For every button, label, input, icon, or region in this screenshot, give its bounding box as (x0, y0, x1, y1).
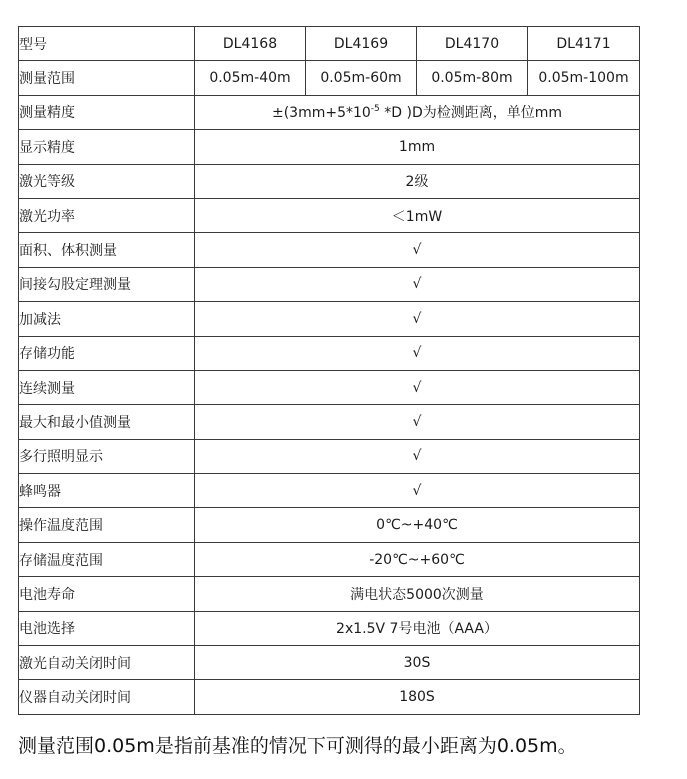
row-value: -20℃~+60℃ (195, 542, 640, 576)
row-value: √ (195, 302, 640, 336)
row-label: 面积、体积测量 (19, 233, 195, 267)
row-label: 最大和最小值测量 (19, 405, 195, 439)
spec-row (19, 164, 640, 198)
row-value: 2级 (195, 164, 640, 198)
row-label: 电池选择 (19, 611, 195, 645)
model-cell: DL4170 (417, 27, 528, 61)
row-label: 存储温度范围 (19, 542, 195, 576)
row-value: 30S (195, 646, 640, 680)
header-label: 型号 (19, 27, 195, 61)
row-label: 激光自动关闭时间 (19, 646, 195, 680)
row-value: √ (195, 336, 640, 370)
row-label: 测量范围 (19, 61, 195, 95)
spec-row (19, 542, 640, 576)
row-value: √ (195, 474, 640, 508)
row-value: 180S (195, 680, 640, 714)
range-cell: 0.05m-80m (417, 61, 528, 95)
spec-row (19, 130, 640, 164)
spec-row (19, 439, 640, 473)
footnote: 测量范围0.05m是指前基准的情况下可测得的最小距离为0.05m。 (18, 735, 577, 757)
row-label: 激光功率 (19, 198, 195, 232)
row-value: √ (195, 405, 640, 439)
range-cell: 0.05m-40m (195, 61, 306, 95)
header-row (19, 27, 640, 61)
spec-row (19, 680, 640, 714)
spec-row (19, 646, 640, 680)
range-cell: 0.05m-60m (306, 61, 417, 95)
spec-row (19, 267, 640, 301)
accuracy-value (195, 95, 640, 129)
row-value: 1mm (195, 130, 640, 164)
row-value: 2x1.5V 7号电池（AAA） (195, 611, 640, 645)
row-label: 多行照明显示 (19, 439, 195, 473)
spec-row (19, 577, 640, 611)
row-label: 存储功能 (19, 336, 195, 370)
accuracy-row (19, 95, 640, 129)
model-cell: DL4168 (195, 27, 306, 61)
row-value: ＜1mW (195, 198, 640, 232)
accuracy-exponent: -5 (370, 103, 380, 114)
row-label: 激光等级 (19, 164, 195, 198)
spec-row (19, 336, 640, 370)
row-value: √ (195, 370, 640, 404)
accuracy-prefix: ±(3mm+5*10 (271, 105, 371, 122)
accuracy-suffix: *D )D为检测距离，单位mm (379, 105, 562, 122)
spec-row (19, 370, 640, 404)
spec-row (19, 405, 640, 439)
row-value: √ (195, 439, 640, 473)
row-label: 连续测量 (19, 370, 195, 404)
model-cell: DL4169 (306, 27, 417, 61)
row-value: √ (195, 267, 640, 301)
row-label: 间接勾股定理测量 (19, 267, 195, 301)
range-row (19, 61, 640, 95)
row-label: 仪器自动关闭时间 (19, 680, 195, 714)
row-value: 满电状态5000次测量 (195, 577, 640, 611)
spec-row (19, 198, 640, 232)
row-label: 测量精度 (19, 95, 195, 129)
spec-table (18, 26, 640, 715)
model-cell: DL4171 (528, 27, 640, 61)
row-label: 电池寿命 (19, 577, 195, 611)
row-label: 加减法 (19, 302, 195, 336)
row-value: 0℃~+40℃ (195, 508, 640, 542)
range-cell: 0.05m-100m (528, 61, 640, 95)
spec-row (19, 302, 640, 336)
row-label: 操作温度范围 (19, 508, 195, 542)
row-label: 显示精度 (19, 130, 195, 164)
row-label: 蜂鸣器 (19, 474, 195, 508)
spec-row (19, 508, 640, 542)
spec-row (19, 474, 640, 508)
row-value: √ (195, 233, 640, 267)
spec-row (19, 233, 640, 267)
spec-row (19, 611, 640, 645)
